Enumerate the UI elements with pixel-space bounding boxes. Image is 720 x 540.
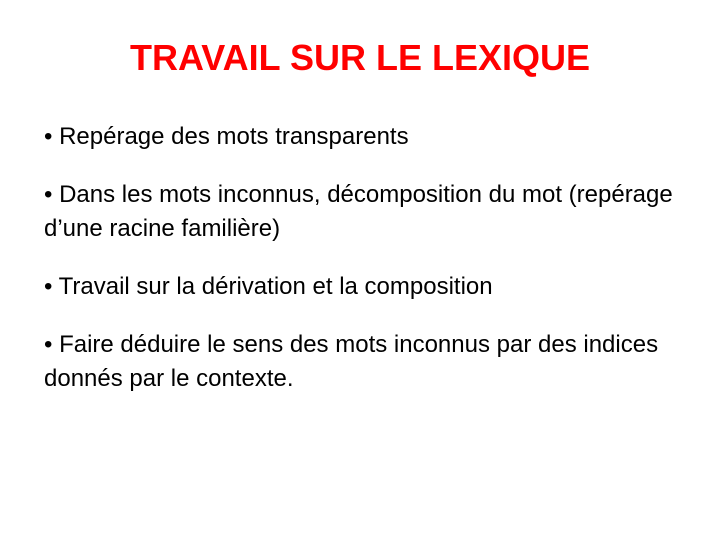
bullet-item: • Faire déduire le sens des mots inconnus par des indices donnés par le contexte. [44,331,659,392]
bullet-item: • Repérage des mots transparents [44,123,409,150]
slide-title: TRAVAIL SUR LE LEXIQUE [129,37,591,78]
bullet-list [44,120,684,420]
bullet-item: • Dans les mots inconnus, décomposition du mot (repérage d’une racine familière) [44,181,673,242]
bullet-item: • Travail sur la dérivation et la composition [44,273,493,300]
